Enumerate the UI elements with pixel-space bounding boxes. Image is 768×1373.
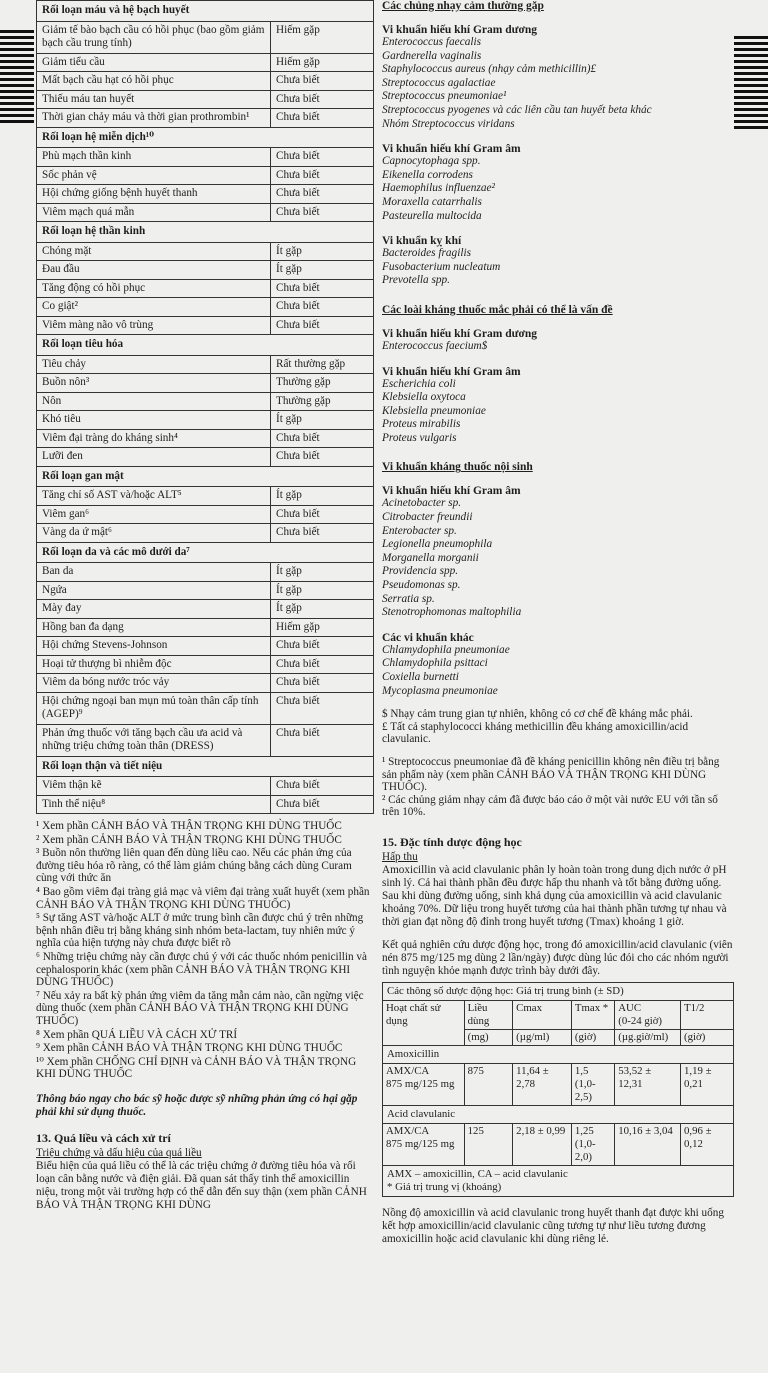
- gram-negative-aerobic-list: [382, 143, 734, 223]
- group-title: Các vi khuẩn khác: [382, 631, 474, 644]
- table-row: [37, 524, 374, 543]
- pk-cell-name: AMX/CA 875 mg/125 mg: [383, 1063, 465, 1105]
- table-row: [37, 90, 374, 109]
- barcode-bar: [0, 36, 34, 39]
- frequency-cell: Chưa biết: [271, 298, 374, 317]
- report-warning: Thông báo ngay cho bác sỹ hoặc dược sỹ những phản ứng có hại gặp phải khi sử dụng thuốc.: [36, 1092, 358, 1118]
- table-row: [37, 316, 374, 335]
- anaerobic-list: [382, 235, 734, 288]
- barcode-bar: [0, 102, 34, 105]
- list-item: Nhóm Streptococcus viridans: [382, 117, 515, 130]
- resistant-gram-negative-list: [382, 366, 734, 446]
- list-item: Chlamydophila psittaci: [382, 657, 488, 670]
- group-title: Vi khuẩn hiếu khí Gram âm: [382, 365, 521, 378]
- effect-cell: Tinh thể niệu⁸: [37, 795, 271, 814]
- pk-cell-cmax: 2,18 ± 0,99: [513, 1123, 572, 1165]
- susceptibility-note: £ Tất cả staphylococci kháng methicillin đều kháng amoxicillin/acid clavulanic.: [382, 720, 689, 746]
- gram-positive-aerobic-list: [382, 24, 734, 131]
- footnote: ² Xem phần CẢNH BÁO VÀ THẬN TRỌNG KHI DÙNG THUỐC: [36, 833, 342, 846]
- footnote: ⁸ Xem phần QUÁ LIỀU VÀ CÁCH XỬ TRÍ: [36, 1028, 238, 1041]
- effect-cell: Phản ứng thuốc với tăng bạch cầu ưa acid và những triệu chứng toàn thân (DRESS): [37, 724, 271, 756]
- category-label: Rối loạn hệ miễn dịch¹⁰: [37, 127, 374, 148]
- inherent-title: Vi khuẩn kháng thuốc nội sinh: [382, 461, 533, 474]
- barcode-bar: [0, 78, 34, 81]
- pk-unit-dose: (mg): [464, 1029, 513, 1045]
- effect-cell: Giảm tiểu cầu: [37, 53, 271, 72]
- frequency-cell: Ít gặp: [271, 261, 374, 280]
- table-row: [37, 411, 374, 430]
- footnote: ⁹ Xem phần CẢNH BÁO VÀ THẬN TRỌNG KHI DÙNG THUỐC: [36, 1042, 343, 1055]
- pk-paragraph-1: Amoxicillin và acid clavulanic phân ly hoàn toàn trong dung dịch nước ở pH sinh lý. Cả hai thành phần đều được hấp thu nhanh và tốt bằng đường uống. Sau khi dùng đường uống, sinh khả dụng của amoxicillin và acid clavulanic khoảng 70%. Dữ liệu trong huyết tương của hai thành phần tương tự nhau và thời gian đạt nồng độ đỉnh trong huyết tương (Tmax) khoảng 1 giờ.: [382, 863, 727, 928]
- pk-cell-tmax: 1,5 (1,0-2,5): [571, 1063, 614, 1105]
- list-item: Bacteroides fragilis: [382, 247, 472, 260]
- list-item: Enterococcus faecium$: [382, 339, 488, 352]
- susceptibility-note: ² Các chủng giảm nhạy cảm đã được báo cáo ở một vài nước EU với tần số trên 10%.: [382, 793, 718, 819]
- pk-cell-cmax: 11,64 ± 2,78: [513, 1063, 572, 1105]
- frequency-cell: Chưa biết: [271, 185, 374, 204]
- list-item: Haemophilus influenzae²: [382, 182, 495, 195]
- barcode-bar: [734, 120, 768, 123]
- effect-cell: Co giật²: [37, 298, 271, 317]
- left-column: [36, 0, 374, 1212]
- group-title: Vi khuẩn hiếu khí Gram dương: [382, 24, 538, 36]
- group-title: Vi khuẩn hiếu khí Gram dương: [382, 327, 538, 340]
- table-row: [37, 563, 374, 582]
- other-bacteria-list: [382, 632, 734, 698]
- pk-unit-cmax: (µg/ml): [513, 1029, 572, 1045]
- pk-unit-thalf: (giờ): [681, 1029, 734, 1045]
- right-column: [382, 0, 734, 1246]
- list-item: Mycoplasma pneumoniae: [382, 684, 498, 697]
- table-row: [37, 279, 374, 298]
- barcode-bar: [734, 108, 768, 111]
- list-item: Legionella pneumophila: [382, 538, 493, 551]
- pk-cell-dose: 125: [464, 1123, 513, 1165]
- list-item: Pseudomonas sp.: [382, 579, 461, 592]
- effect-cell: Hội chứng Stevens-Johnson: [37, 637, 271, 656]
- frequency-cell: Chưa biết: [271, 505, 374, 524]
- list-item: Streptococcus agalactiae: [382, 76, 496, 89]
- list-item: Morganella morganii: [382, 551, 479, 564]
- list-item: Streptococcus pneumoniae¹: [382, 90, 507, 103]
- table-row: [37, 487, 374, 506]
- table-category-row: [37, 756, 374, 777]
- frequency-cell: Chưa biết: [271, 166, 374, 185]
- resistant-gram-positive-list: [382, 328, 734, 354]
- list-item: Klebsiella pneumoniae: [382, 404, 486, 417]
- frequency-cell: Chưa biết: [271, 448, 374, 467]
- list-item: Proteus mirabilis: [382, 418, 461, 431]
- frequency-cell: Chưa biết: [271, 148, 374, 167]
- frequency-cell: Chưa biết: [271, 109, 374, 128]
- frequency-cell: Ít gặp: [271, 600, 374, 619]
- effect-cell: Đau đầu: [37, 261, 271, 280]
- effect-cell: Ban da: [37, 563, 271, 582]
- table-row: [37, 109, 374, 128]
- footnote: ⁵ Sự tăng AST và/hoặc ALT ở mức trung bình cần được chú ý trên những bệnh nhân điều trị bằng kháng sinh nhóm beta-lactam, tuy nhiên mức ý nghĩa của hiện tượng này chưa được biết rõ: [36, 912, 364, 950]
- resistance-title: Các loài kháng thuốc mắc phải có thể là vấn đề: [382, 303, 613, 316]
- barcode-bar: [0, 72, 34, 75]
- effect-cell: Ngứa: [37, 581, 271, 600]
- effect-cell: Viêm da bóng nước tróc vảy: [37, 674, 271, 693]
- table-row: [37, 166, 374, 185]
- pk-header-thalf: T1/2: [681, 1000, 734, 1029]
- effect-cell: Viêm đại tràng do kháng sinh⁴: [37, 429, 271, 448]
- pk-cell-tmax: 1,25 (1,0-2,0): [571, 1123, 614, 1165]
- table-row: [37, 429, 374, 448]
- pk-header-dose: Liều dùng: [464, 1000, 513, 1029]
- frequency-cell: Chưa biết: [271, 429, 374, 448]
- barcode-bar: [0, 96, 34, 99]
- barcode-left: [0, 30, 34, 126]
- list-item: Gardnerella vaginalis: [382, 49, 482, 62]
- barcode-right: [734, 36, 768, 132]
- absorption-title: Hấp thu: [382, 850, 418, 863]
- effect-cell: Buồn nôn³: [37, 374, 271, 393]
- group-title: Vi khuẩn hiếu khí Gram âm: [382, 143, 521, 156]
- barcode-bar: [734, 126, 768, 129]
- list-item: Staphylococcus aureus (nhạy cảm methicillin)£: [382, 63, 597, 76]
- pk-header-cmax: Cmax: [513, 1000, 572, 1029]
- list-item: Providencia spp.: [382, 565, 459, 578]
- table-category-row: [37, 466, 374, 487]
- pk-cell-dose: 875: [464, 1063, 513, 1105]
- table-row: [37, 53, 374, 72]
- frequency-cell: Chưa biết: [271, 316, 374, 335]
- footnote: ⁷ Nếu xảy ra bất kỳ phản ứng viêm da tăng mẫn cảm nào, cần ngừng việc dùng thuốc (xem phần CẢNH BÁO VÀ THẬN TRỌNG KHI DÙNG THUỐC): [36, 989, 364, 1027]
- table-row: [37, 185, 374, 204]
- list-item: Fusobacterium nucleatum: [382, 260, 501, 273]
- list-item: Serratia sp.: [382, 592, 435, 605]
- category-label: Rối loạn gan mật: [37, 466, 374, 487]
- table-row: [37, 298, 374, 317]
- barcode-bar: [0, 42, 34, 45]
- list-item: Escherichia coli: [382, 377, 456, 390]
- footnote: ¹ Xem phần CẢNH BÁO VÀ THẬN TRỌNG KHI DÙNG THUỐC: [36, 820, 342, 832]
- pk-cell-auc: 53,52 ± 12,31: [615, 1063, 681, 1105]
- frequency-cell: Hiếm gặp: [271, 21, 374, 53]
- effect-cell: Viêm mạch quá mẫn: [37, 203, 271, 222]
- barcode-bar: [0, 84, 34, 87]
- table-category-row: [37, 335, 374, 356]
- group-title: Vi khuẩn kỵ khí: [382, 235, 462, 248]
- frequency-cell: Chưa biết: [271, 795, 374, 814]
- barcode-bar: [0, 120, 34, 123]
- effect-cell: Tăng động có hồi phục: [37, 279, 271, 298]
- table-row: [37, 392, 374, 411]
- barcode-bar: [734, 60, 768, 63]
- pk-cell-thalf: 0,96 ± 0,12: [681, 1123, 734, 1165]
- table-row: [37, 261, 374, 280]
- frequency-cell: Ít gặp: [271, 563, 374, 582]
- pk-cell-thalf: 1,19 ± 0,21: [681, 1063, 734, 1105]
- barcode-bar: [0, 54, 34, 57]
- inherent-gram-negative-list: [382, 485, 734, 619]
- barcode-bar: [0, 90, 34, 93]
- frequency-cell: Ít gặp: [271, 487, 374, 506]
- effect-cell: Hồng ban đa dạng: [37, 618, 271, 637]
- frequency-cell: Chưa biết: [271, 777, 374, 796]
- pk-table-footer: AMX – amoxicillin, CA – acid clavulanic * Giá trị trung vị (khoảng): [383, 1165, 734, 1196]
- effect-cell: Viêm màng não vô trùng: [37, 316, 271, 335]
- barcode-bar: [0, 108, 34, 111]
- overdose-subtitle: Triệu chứng và dấu hiệu của quá liều: [36, 1146, 202, 1159]
- list-item: Pasteurella multocida: [382, 209, 482, 222]
- table-row: [37, 203, 374, 222]
- table-category-row: [37, 222, 374, 243]
- effect-cell: Mày đay: [37, 600, 271, 619]
- table-row: [37, 72, 374, 91]
- pk-table: [382, 982, 734, 1197]
- frequency-cell: Chưa biết: [271, 203, 374, 222]
- effect-cell: Nôn: [37, 392, 271, 411]
- table-row: [37, 581, 374, 600]
- pk-group-clavulanic: Acid clavulanic: [383, 1105, 734, 1123]
- overdose-title: 13. Quá liều và cách xử trí: [36, 1130, 171, 1145]
- sensitive-title: Các chủng nhạy cảm thường gặp: [382, 0, 544, 12]
- frequency-cell: Ít gặp: [271, 242, 374, 261]
- overdose-text: Biểu hiện của quá liều có thể là các triệu chứng ở đường tiêu hóa và rối loạn cân bằng nước và điện giải. Đã quan sát thấy tinh thể amoxicillin niệu, trong một vài trường hợp có thể dẫn đến suy thận (xem phần CẢNH BÁO VÀ THẬN TRỌNG KHI DÙNG: [36, 1159, 367, 1211]
- frequency-cell: Chưa biết: [271, 279, 374, 298]
- pk-cell-auc: 10,16 ± 3,04: [615, 1123, 681, 1165]
- barcode-bar: [734, 102, 768, 105]
- barcode-bar: [0, 66, 34, 69]
- table-category-row: [37, 542, 374, 563]
- frequency-cell: Chưa biết: [271, 524, 374, 543]
- barcode-bar: [0, 48, 34, 51]
- pk-title: 15. Đặc tính dược động học: [382, 834, 522, 849]
- effect-cell: Thời gian chảy máu và thời gian prothrombin¹: [37, 109, 271, 128]
- barcode-bar: [734, 42, 768, 45]
- table-row: [37, 724, 374, 756]
- table-row: [37, 618, 374, 637]
- frequency-cell: Chưa biết: [271, 637, 374, 656]
- effect-cell: Viêm thận kẽ: [37, 777, 271, 796]
- list-item: Coxiella burnetti: [382, 671, 459, 683]
- footnotes: [36, 820, 374, 1081]
- effect-cell: Lưỡi đen: [37, 448, 271, 467]
- list-item: Moraxella catarrhalis: [382, 195, 482, 208]
- effect-cell: Tiêu chảy: [37, 355, 271, 374]
- table-row: [37, 374, 374, 393]
- barcode-bar: [734, 90, 768, 93]
- effect-cell: Thiếu máu tan huyết: [37, 90, 271, 109]
- list-item: Stenotrophomonas maltophilia: [382, 606, 522, 619]
- table-row: [37, 655, 374, 674]
- pk-unit-tmax: (giờ): [571, 1029, 614, 1045]
- list-item: Prevotella spp.: [382, 274, 450, 287]
- list-item: Enterococcus faecalis: [382, 36, 482, 48]
- footnote: ⁴ Bao gồm viêm đại tràng giả mạc và viêm đại tràng xuất huyết (xem phần CẢNH BÁO VÀ THẬN TRỌNG KHI DÙNG THUỐC): [36, 885, 370, 911]
- table-row: [37, 148, 374, 167]
- pk-cell-name: AMX/CA 875 mg/125 mg: [383, 1123, 465, 1165]
- table-category-row: [37, 1, 374, 22]
- effect-cell: Khó tiêu: [37, 411, 271, 430]
- category-label: Rối loạn da và các mô dưới da⁷: [37, 542, 374, 563]
- frequency-cell: Chưa biết: [271, 90, 374, 109]
- pk-table-caption: Các thông số dược động học: Giá trị trung bình (± SD): [383, 982, 734, 1000]
- table-row: [37, 637, 374, 656]
- susceptibility-note: $ Nhạy cảm trung gian tự nhiên, không có cơ chế đề kháng mắc phải.: [382, 708, 693, 721]
- effect-cell: Tăng chỉ số AST và/hoặc ALT⁵: [37, 487, 271, 506]
- group-title: Vi khuẩn hiếu khí Gram âm: [382, 485, 521, 498]
- frequency-cell: Thường gặp: [271, 374, 374, 393]
- table-row: [37, 795, 374, 814]
- table-row: [37, 448, 374, 467]
- table-row: [37, 505, 374, 524]
- effect-cell: Vàng da ứ mật⁶: [37, 524, 271, 543]
- list-item: Acinetobacter sp.: [382, 497, 462, 510]
- footnote: ¹⁰ Xem phần CHỐNG CHỈ ĐỊNH và CẢNH BÁO VÀ THẬN TRỌNG KHI DÙNG THUỐC: [36, 1055, 357, 1081]
- pk-group-amoxicillin: Amoxicillin: [383, 1045, 734, 1063]
- table-row: [37, 674, 374, 693]
- list-item: Enterobacter sp.: [382, 524, 457, 537]
- barcode-bar: [0, 30, 34, 33]
- barcode-bar: [0, 114, 34, 117]
- barcode-bar: [734, 96, 768, 99]
- barcode-bar: [734, 54, 768, 57]
- frequency-cell: Chưa biết: [271, 724, 374, 756]
- effect-cell: Hoại tử thượng bì nhiễm độc: [37, 655, 271, 674]
- barcode-bar: [734, 72, 768, 75]
- adverse-effects-table: [36, 0, 374, 814]
- frequency-cell: Hiếm gặp: [271, 618, 374, 637]
- effect-cell: Viêm gan⁶: [37, 505, 271, 524]
- frequency-cell: Chưa biết: [271, 655, 374, 674]
- effect-cell: Mất bạch cầu hạt có hồi phục: [37, 72, 271, 91]
- pk-paragraph-2: Kết quả nghiên cứu dược động học, trong đó amoxicillin/acid clavulanic (viên nén 875 mg/125 mg dùng 2 lần/ngày) được dùng lúc đói cho các nhóm người tình nguyện khỏe mạnh được trình bày dưới đây.: [382, 938, 733, 977]
- table-category-row: [37, 127, 374, 148]
- frequency-cell: Chưa biết: [271, 674, 374, 693]
- barcode-bar: [734, 66, 768, 69]
- barcode-bar: [734, 84, 768, 87]
- frequency-cell: Rất thường gặp: [271, 355, 374, 374]
- frequency-cell: Thường gặp: [271, 392, 374, 411]
- effect-cell: Phù mạch thần kinh: [37, 148, 271, 167]
- effect-cell: Hội chứng giống bệnh huyết thanh: [37, 185, 271, 204]
- footnote: ⁶ Những triệu chứng này cần được chú ý với các thuốc nhóm penicillin và cephalosporin khác (xem phần CẢNH BÁO VÀ THẬN TRỌNG KHI DÙNG THUỐC): [36, 950, 367, 989]
- barcode-bar: [734, 36, 768, 39]
- footnote: ³ Buồn nôn thường liên quan đến dùng liều cao. Nếu các phản ứng của đường tiêu hóa rõ ràng, có thể làm giảm chúng bằng cách dùng Curam cùng với thức ăn: [36, 847, 352, 885]
- barcode-bar: [0, 60, 34, 63]
- barcode-bar: [734, 78, 768, 81]
- susceptibility-note: ¹ Streptococcus pneumoniae đã đề kháng penicillin không nên điều trị bằng sản phẩm này (xem phần CẢNH BÁO VÀ THẬN TRỌNG KHI DÙNG THUỐC).: [382, 755, 720, 794]
- effect-cell: Sốc phản vệ: [37, 166, 271, 185]
- list-item: Klebsiella oxytoca: [382, 391, 466, 404]
- frequency-cell: Chưa biết: [271, 72, 374, 91]
- effect-cell: Giảm tế bào bạch cầu có hồi phục (bao gồm giảm bạch cầu trung tính): [37, 21, 271, 53]
- list-item: Chlamydophila pneumoniae: [382, 643, 510, 656]
- table-row: [37, 600, 374, 619]
- table-row: [37, 355, 374, 374]
- pk-header-active: Hoạt chất sử dụng: [383, 1000, 465, 1045]
- pk-unit-auc: (µg.giờ/ml): [615, 1029, 681, 1045]
- table-row: [37, 21, 374, 53]
- frequency-cell: Ít gặp: [271, 411, 374, 430]
- list-item: Capnocytophaga spp.: [382, 155, 481, 168]
- frequency-cell: Ít gặp: [271, 581, 374, 600]
- table-row: [37, 692, 374, 724]
- list-item: Eikenella corrodens: [382, 168, 473, 181]
- pk-header-auc: AUC (0-24 giờ): [615, 1000, 681, 1029]
- table-row: [37, 242, 374, 261]
- pk-header-tmax: Tmax *: [571, 1000, 614, 1029]
- category-label: Rối loạn tiêu hóa: [37, 335, 374, 356]
- frequency-cell: Hiếm gặp: [271, 53, 374, 72]
- pk-paragraph-3: Nồng độ amoxicillin và acid clavulanic trong huyết thanh đạt được khi uống kết hợp amoxicillin/acid clavulanic cũng tương tự như liều tương đương amoxicillin hoặc acid clavulanic khi dùng riêng lẻ.: [382, 1206, 724, 1245]
- list-item: Citrobacter freundii: [382, 511, 473, 524]
- list-item: Streptococcus pyogenes và các liên cầu tan huyết beta khác: [382, 103, 652, 116]
- barcode-bar: [734, 48, 768, 51]
- effect-cell: Hội chứng ngoại ban mụn mủ toàn thân cấp tính (AGEP)⁹: [37, 692, 271, 724]
- category-label: Rối loạn hệ thần kinh: [37, 222, 374, 243]
- effect-cell: Chóng mặt: [37, 242, 271, 261]
- category-label: Rối loạn thận và tiết niệu: [37, 756, 374, 777]
- table-row: [37, 777, 374, 796]
- category-label: Rối loạn máu và hệ bạch huyết: [37, 1, 374, 22]
- barcode-bar: [734, 114, 768, 117]
- frequency-cell: Chưa biết: [271, 692, 374, 724]
- list-item: Proteus vulgaris: [382, 431, 457, 444]
